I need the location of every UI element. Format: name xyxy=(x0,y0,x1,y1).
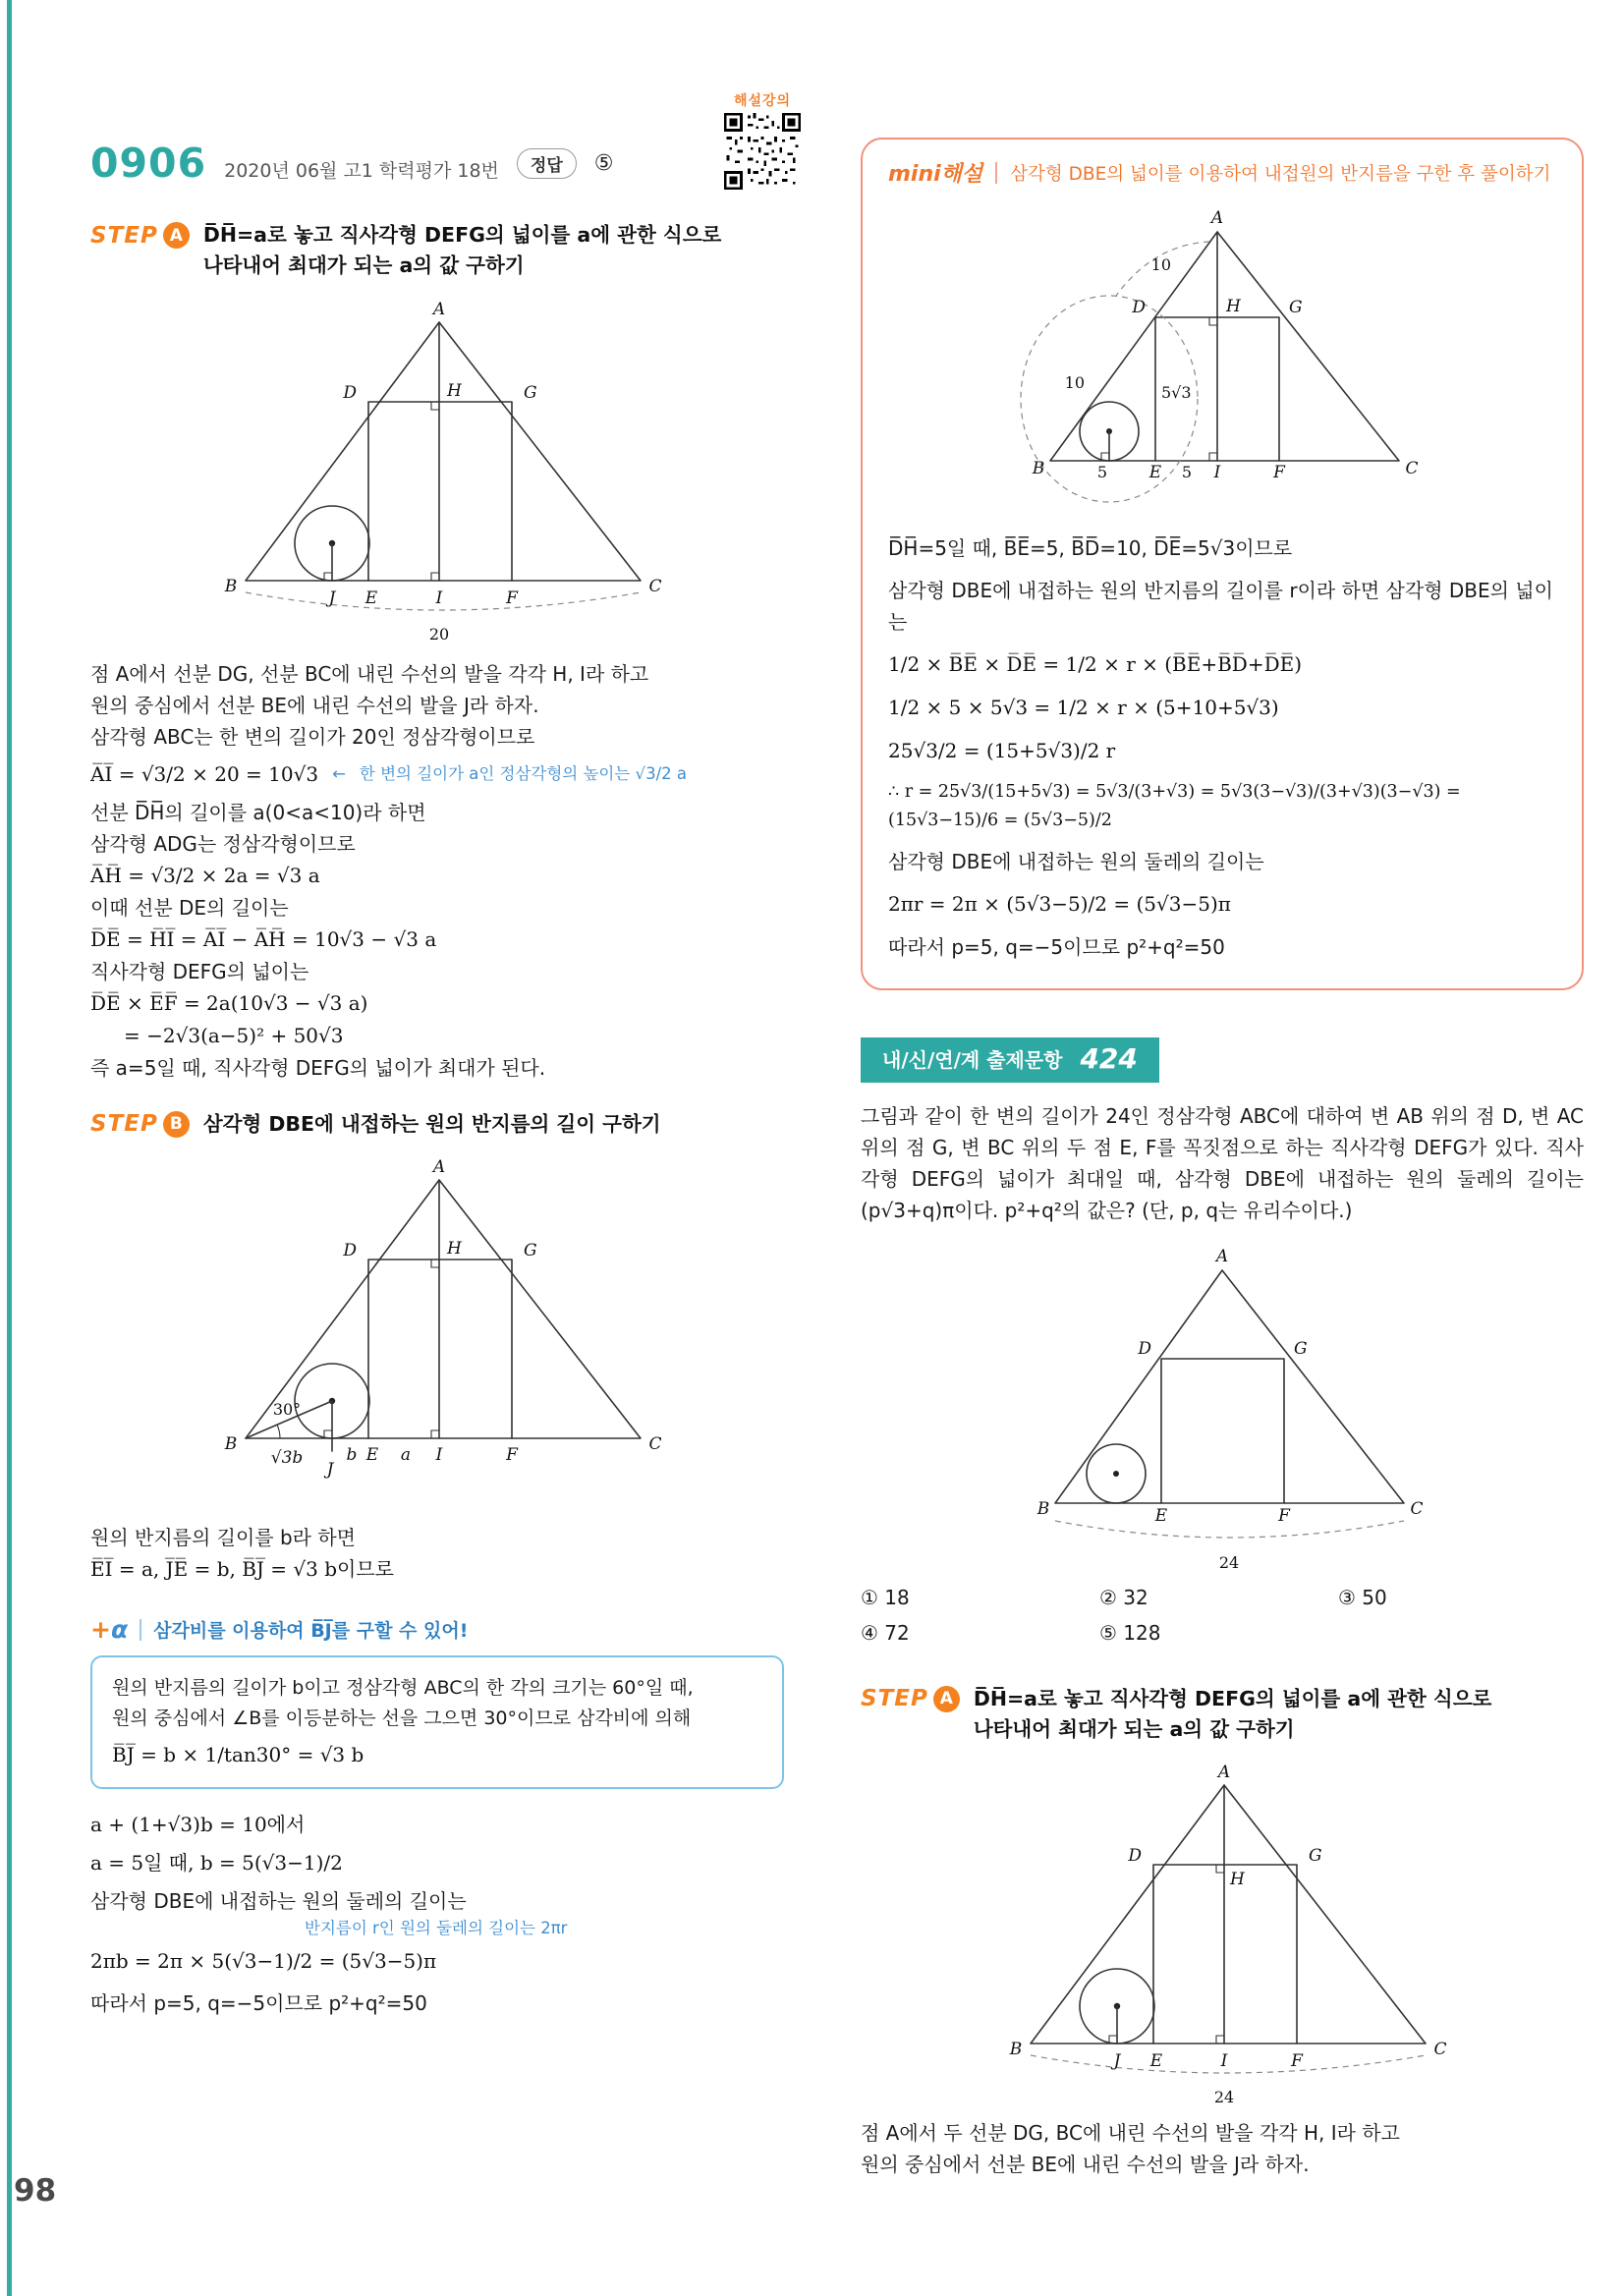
step-b-badge xyxy=(90,1109,190,1138)
mini-line: D̅H̅=5일 때, B̅E̅=5, B̅D̅=10, D̅E̅=5√3이므로 xyxy=(888,536,1293,560)
label-i: I xyxy=(435,588,443,608)
label-c: C xyxy=(1405,459,1419,478)
triangle-abc xyxy=(246,322,641,581)
problem-statement: 그림과 같이 한 변의 길이가 24인 정삼각형 ABC에 대하여 변 AB 위의 점 D, 변 AC 위의 점 G, 변 BC 위의 두 점 E, F를 꼭짓점으로 하는 직사각형 DEFG가 있다. 직사각형 DEFG의 넓이가 최대일 때, 삼각형 DBE에 내접하는 원의 둘레의 길이는 (p√3+q)π이다. p²+q²의 값은? (단, p, q는 유리수이다.) xyxy=(861,1103,1584,1222)
mini-line: 따라서 p=5, q=−5이므로 p²+q²=50 xyxy=(888,934,1225,959)
step-letter-a-icon: A xyxy=(933,1686,960,1712)
formula-b-value: a = 5일 때, b = 5(√3−1)/2 xyxy=(90,1851,343,1876)
label-h: H xyxy=(1230,1870,1245,1890)
body-line: 삼각형 ABC는 한 변의 길이가 20인 정삼각형이므로 xyxy=(90,724,535,749)
rectangle-defg xyxy=(368,1260,512,1438)
figure-triangle-linked xyxy=(1006,1246,1438,1574)
body-line: 즉 a=5일 때, 직사각형 DEFG의 넓이가 최대가 된다. xyxy=(90,1055,546,1080)
formula-area1: D̅E̅ × E̅F̅ = 2a(10√3 − √3 a) xyxy=(90,990,368,1015)
label-g: G xyxy=(1294,1338,1308,1359)
arrow-left-icon: ← xyxy=(332,764,346,784)
figure-triangle-step-a-right xyxy=(991,1764,1453,2107)
label-e: E xyxy=(1148,463,1162,482)
height-annotation: 한 변의 길이가 a인 정삼각형의 높이는 √3/2 a xyxy=(359,764,687,784)
label-h: H xyxy=(1226,297,1241,316)
base-length-arc xyxy=(246,592,641,610)
label-e: E xyxy=(1149,2051,1163,2072)
qr-block xyxy=(721,90,804,194)
alpha-glyph: α xyxy=(110,1615,129,1645)
divider xyxy=(140,1619,141,1641)
base-length-arc xyxy=(1031,2055,1426,2073)
alpha-tip-header xyxy=(90,1615,784,1644)
page-number: 98 xyxy=(14,2173,57,2209)
label-i: I xyxy=(1220,2051,1228,2072)
step-word: STEP xyxy=(90,222,158,249)
step-a-title-line2: 나타내어 최대가 되는 a의 값 구하기 xyxy=(973,1716,1295,1741)
label-f: F xyxy=(506,1445,518,1466)
label-e: E xyxy=(364,588,378,608)
body-line: 점 A에서 선분 DG, 선분 BC에 내린 수선의 발을 각각 H, I라 하고 xyxy=(90,661,649,686)
label-f: F xyxy=(1291,2051,1303,2072)
right-angle-i xyxy=(431,1430,439,1438)
label-d: D xyxy=(343,382,357,403)
label-c: C xyxy=(1433,2040,1447,2060)
answer-badge: 정답 xyxy=(517,148,577,179)
triangle-abc xyxy=(246,1180,641,1438)
body-line: 원의 반지름의 길이를 b라 하면 xyxy=(90,1526,356,1550)
step-a-title-line1: D̅H̅=a로 놓고 직사각형 DEFG의 넓이를 a에 관한 식으로 xyxy=(202,223,722,247)
formula-area2: = −2√3(a−5)² + 50√3 xyxy=(124,1023,344,1047)
left-accent-rule xyxy=(7,0,12,2296)
right-angle-h xyxy=(1209,317,1217,325)
label-sqrt3b: √3b xyxy=(270,1448,304,1469)
alpha-tip-box xyxy=(90,1655,784,1789)
qr-code-icon xyxy=(724,113,801,190)
step-b-title: 삼각형 DBE에 내접하는 원의 반지름의 길이 구하기 xyxy=(202,1111,661,1136)
label-b-dist: b xyxy=(346,1445,358,1466)
label-c: C xyxy=(648,1434,662,1455)
body-line: 점 A에서 두 선분 DG, BC에 내린 수선의 발을 각각 H, I라 하고 xyxy=(861,2121,1400,2146)
mini-formula: 1/2 × 5 × 5√3 = 1/2 × r × (5+10+5√3) xyxy=(888,696,1279,719)
mini-explanation-header xyxy=(888,157,1556,188)
answer-choices-row2 xyxy=(861,1621,1584,1645)
mini-line: 삼각형 DBE에 내접하는 원의 반지름의 길이를 r이라 하면 삼각형 DBE의 넓이는 xyxy=(888,579,1553,634)
qr-label: 해설강의 xyxy=(733,93,792,109)
formula-ai: A̅I̅ = √3/2 × 20 = 10√3 xyxy=(90,761,319,786)
base-length-arc xyxy=(1055,1521,1404,1538)
label-a-dist: a xyxy=(400,1445,412,1466)
label-b: B xyxy=(224,1434,238,1455)
label-b: B xyxy=(224,576,238,596)
label-b: B xyxy=(1009,2040,1023,2060)
body-line: 선분 D̅H̅의 길이를 a(0<a<10)라 하면 xyxy=(90,800,426,824)
step-a-section-header xyxy=(90,220,784,281)
circumference-annotation: 반지름이 r인 원의 둘레의 길이는 2πr xyxy=(305,1919,568,1938)
choice-5: ⑤ 128 xyxy=(1099,1620,1161,1645)
formula-row-ai xyxy=(90,758,784,791)
right-angle-i xyxy=(1209,453,1217,461)
label-e: E xyxy=(365,1445,379,1466)
tip-formula-bj: B̅J̅ = b × 1/tan30° = √3 b xyxy=(112,1743,364,1767)
body-line: 직사각형 DEFG의 넓이는 xyxy=(90,959,309,983)
right-angle-h xyxy=(1216,1865,1224,1873)
triangle-abc xyxy=(1050,232,1399,461)
label-be-5: 5 xyxy=(1096,463,1108,481)
label-a: A xyxy=(1210,208,1224,228)
problem-number: 0906 xyxy=(90,140,207,187)
triangle-abc xyxy=(1055,1270,1404,1503)
tip-line: 원의 반지름의 길이가 b이고 정삼각형 ABC의 한 각의 크기는 60°일 때, xyxy=(112,1677,694,1700)
label-e: E xyxy=(1154,1505,1168,1526)
mini-formula: 25√3/2 = (15+5√3)/2 r xyxy=(888,739,1116,762)
angle-arc-b xyxy=(277,1425,280,1438)
choice-2: ② 32 xyxy=(1099,1585,1148,1609)
label-base-24: 24 xyxy=(1218,1552,1240,1572)
label-a: A xyxy=(1215,1246,1229,1266)
label-a: A xyxy=(432,300,446,319)
mini-formula: 1/2 × B̅E̅ × D̅E̅ = 1/2 × r × (B̅E̅+B̅D̅+D̅E̅) xyxy=(888,652,1303,676)
label-d: D xyxy=(1132,298,1146,317)
right-angle-i xyxy=(431,573,439,581)
label-j: J xyxy=(328,588,336,608)
plus-alpha-icon xyxy=(90,1615,128,1644)
step-a-badge xyxy=(90,220,190,249)
step-a-title-right xyxy=(974,1684,1491,1745)
body-line: 원의 중심에서 선분 BE에 내린 수선의 발을 J라 하자. xyxy=(90,693,539,717)
figure-triangle-mini xyxy=(1006,207,1438,522)
banner-title: 내/신/연/계 출제문항 xyxy=(882,1047,1063,1072)
step-a-section-header-right xyxy=(861,1684,1584,1745)
mini-formula: ∴ r = 25√3/(15+5√3) = 5√3/(3+√3) = 5√3(3−√3)/(3+√3)(3−√3) = (15√3−15)/6 = (5√3−5)/2 xyxy=(888,782,1461,830)
label-h: H xyxy=(447,380,462,401)
problem-source: 2020년 06월 고1 학력평가 18번 xyxy=(224,160,499,182)
label-g: G xyxy=(1289,298,1303,317)
alpha-tip-title: 삼각비를 이용하여 B̅J̅를 구할 수 있어! xyxy=(153,1620,469,1643)
label-d: D xyxy=(343,1241,357,1261)
label-j: J xyxy=(326,1460,334,1481)
mini-title: 삼각형 DBE의 넓이를 이용하여 내접원의 반지름을 구한 후 풀이하기 xyxy=(1010,163,1551,185)
rectangle-defg xyxy=(1161,1359,1284,1503)
right-angle-i xyxy=(1216,2036,1224,2044)
label-a: A xyxy=(432,1158,446,1178)
figure-triangle-step-b xyxy=(206,1158,668,1512)
label-b: B xyxy=(1036,1498,1050,1519)
formula-de: D̅E̅ = H̅I̅ = A̅I̅ − A̅H̅ = 10√3 − √3 a xyxy=(90,926,437,951)
tip-line: 원의 중심에서 ∠B를 이등분하는 선을 그으면 30°이므로 삼각비에 의해 xyxy=(112,1707,692,1729)
problem-header xyxy=(90,140,784,187)
label-base-24: 24 xyxy=(1213,2088,1235,2107)
plus-glyph: + xyxy=(90,1615,111,1645)
label-30deg: 30° xyxy=(272,1400,302,1420)
formula-ah: A̅H̅ = √3/2 × 2a = √3 a xyxy=(90,863,320,887)
left-column xyxy=(90,93,792,2019)
answer-value: ⑤ xyxy=(593,150,614,176)
label-c: C xyxy=(648,576,662,596)
circle-center-dot xyxy=(1113,1471,1119,1477)
conclusion-line: 따라서 p=5, q=−5이므로 p²+q²=50 xyxy=(90,1991,427,2016)
body-line: 이때 선분 DE의 길이는 xyxy=(90,895,289,920)
label-d: D xyxy=(1138,1338,1151,1359)
step-word: STEP xyxy=(861,1686,928,1712)
step-a-title-line2: 나타내어 최대가 되는 a의 값 구하기 xyxy=(202,252,525,277)
step-word: STEP xyxy=(90,1111,158,1137)
label-h: H xyxy=(447,1239,462,1260)
label-i: I xyxy=(1213,463,1221,482)
label-b: B xyxy=(1032,459,1045,478)
right-angle-h xyxy=(431,402,439,410)
step-letter-a-icon: A xyxy=(163,222,190,249)
label-g: G xyxy=(1309,1846,1322,1867)
label-f: F xyxy=(1278,1505,1290,1526)
rectangle-defg xyxy=(1153,1865,1297,2044)
mini-label: mini해설 xyxy=(888,162,983,187)
mini-explanation-box xyxy=(861,138,1584,990)
answer-choices-row1 xyxy=(861,1586,1584,1609)
step-a-title xyxy=(203,220,721,281)
body-line: 원의 중심에서 선분 BE에 내린 수선의 발을 J라 하자. xyxy=(861,2153,1310,2177)
choice-4: ④ 72 xyxy=(861,1620,910,1645)
label-f: F xyxy=(506,588,518,608)
body-line: 삼각형 ADG는 정삼각형이므로 xyxy=(90,831,356,856)
label-g: G xyxy=(524,1241,537,1261)
formula-circumference: 2πb = 2π × 5(√3−1)/2 = (5√3−5)π xyxy=(90,1949,437,1974)
figure-triangle-step-a xyxy=(206,301,668,644)
label-j: J xyxy=(1113,2051,1121,2072)
body-line: 삼각형 DBE에 내접하는 원의 둘레의 길이는 xyxy=(90,1889,467,1914)
linked-problem-number: 424 xyxy=(1080,1041,1138,1075)
divider xyxy=(995,162,997,184)
label-i: I xyxy=(435,1445,443,1466)
mini-line: 삼각형 DBE에 내접하는 원의 둘레의 길이는 xyxy=(888,849,1264,873)
label-ei-5: 5 xyxy=(1181,463,1193,481)
choice-1: ① 18 xyxy=(861,1585,910,1609)
choice-3: ③ 50 xyxy=(1338,1585,1387,1609)
triangle-abc xyxy=(1031,1785,1426,2044)
label-c: C xyxy=(1410,1498,1424,1519)
label-a: A xyxy=(1217,1764,1231,1783)
label-g: G xyxy=(524,382,537,403)
mini-formula: 2πr = 2π × (5√3−5)/2 = (5√3−5)π xyxy=(888,891,1231,916)
rectangle-defg xyxy=(368,402,512,581)
formula-sum: a + (1+√3)b = 10에서 xyxy=(90,1813,306,1837)
formula-ei: E̅I̅ = a, J̅E̅ = b, B̅J̅ = √3 b이므로 xyxy=(90,1557,394,1582)
label-base-20: 20 xyxy=(428,624,450,644)
step-a-title-line1: D̅H̅=a로 놓고 직사각형 DEFG의 넓이를 a에 관한 식으로 xyxy=(973,1686,1492,1710)
step-b-section-header xyxy=(90,1109,784,1140)
label-bd-10: 10 xyxy=(1064,373,1085,392)
label-ad-10: 10 xyxy=(1150,255,1171,274)
right-angle-h xyxy=(431,1260,439,1267)
label-de-5sqrt3: 5√3 xyxy=(1161,383,1192,402)
label-d: D xyxy=(1128,1846,1142,1867)
step-letter-b-icon: B xyxy=(163,1111,190,1138)
step-a-badge xyxy=(861,1684,960,1712)
linked-problem-banner xyxy=(861,1037,1159,1083)
label-f: F xyxy=(1273,463,1285,482)
right-column xyxy=(861,138,1584,2180)
